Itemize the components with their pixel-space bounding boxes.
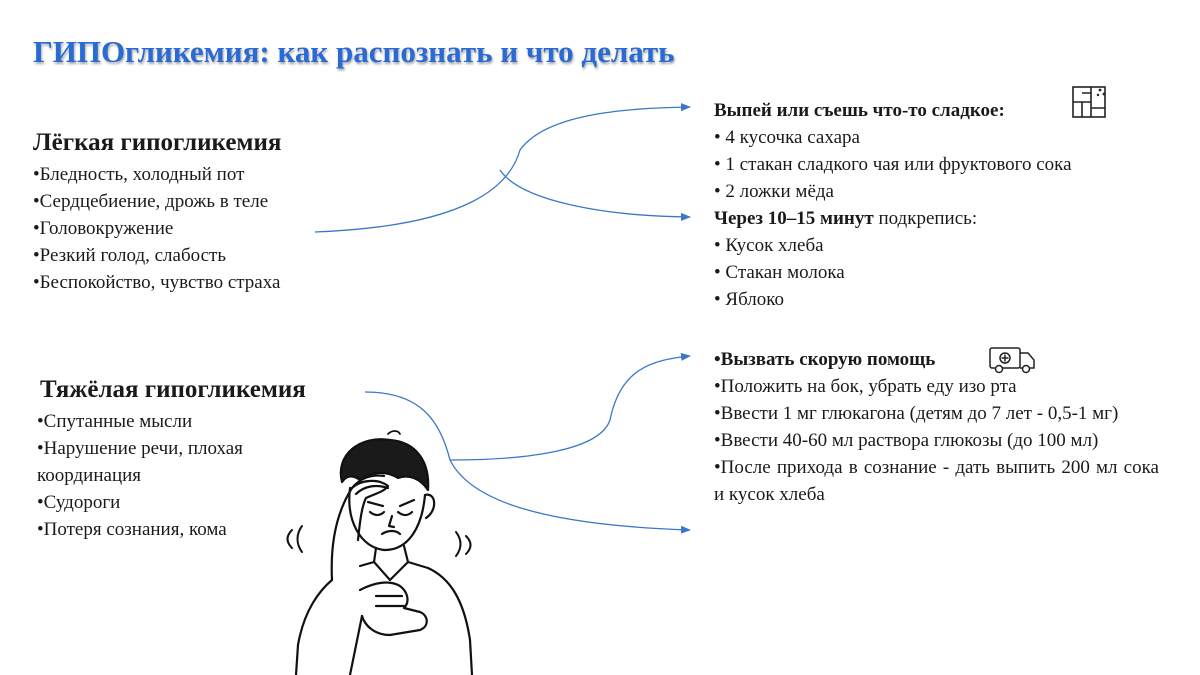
then-rest: подкрепись: bbox=[873, 208, 978, 229]
list-item: •Нарушение речи, плохая координация bbox=[37, 438, 243, 486]
list-item: • Кусок хлеба bbox=[714, 235, 824, 256]
list-item: • 1 стакан сладкого чая или фруктового сока bbox=[714, 154, 1072, 175]
call-ambulance-instruction: •Вызвать скорую помощь bbox=[714, 349, 936, 370]
list-item: •Потеря сознания, кома bbox=[37, 519, 227, 540]
list-item: •Положить на бок, убрать еду изо рта bbox=[714, 376, 1017, 397]
list-item: •Сердцебиение, дрожь в теле bbox=[33, 191, 269, 212]
list-item: •Беспокойство, чувство страха bbox=[33, 272, 281, 293]
list-item: • Яблоко bbox=[714, 289, 785, 310]
list-item: •Ввести 40-60 мл раствора глюкозы (до 100 мл) bbox=[714, 430, 1099, 451]
then-bold: Через 10–15 минут bbox=[714, 208, 874, 229]
list-item: •Спутанные мысли bbox=[37, 411, 193, 432]
page-title: ГИПОгликемия: как распознать и что делать bbox=[33, 34, 675, 69]
arrow-to-snack bbox=[500, 170, 690, 217]
dizzy-man-illustration bbox=[280, 430, 490, 675]
list-item: •Судороги bbox=[37, 492, 121, 513]
list-item: • 4 кусочка сахара bbox=[714, 127, 860, 148]
list-item: •Бледность, холодный пот bbox=[33, 164, 245, 185]
arrow-to-sweet bbox=[315, 107, 690, 232]
sweet-instruction: Выпей или съешь что-то сладкое: bbox=[714, 100, 1005, 121]
severe-heading: Тяжёлая гипогликемия bbox=[40, 376, 306, 403]
mild-heading: Лёгкая гипогликемия bbox=[33, 129, 282, 156]
list-item: • 2 ложки мёда bbox=[714, 181, 834, 202]
sugar-cubes-icon bbox=[1071, 84, 1109, 120]
list-item: • Стакан молока bbox=[714, 262, 845, 283]
list-item: •Резкий голод, слабость bbox=[33, 245, 227, 266]
list-item: •Головокружение bbox=[33, 218, 174, 239]
list-item: •Ввести 1 мг глюкагона (детям до 7 лет - 0,5-1 мг) bbox=[714, 403, 1119, 424]
ambulance-icon bbox=[988, 344, 1036, 374]
list-item: •После прихода в сознание - дать выпить 200 мл сока и кусок хлеба bbox=[714, 457, 1159, 505]
